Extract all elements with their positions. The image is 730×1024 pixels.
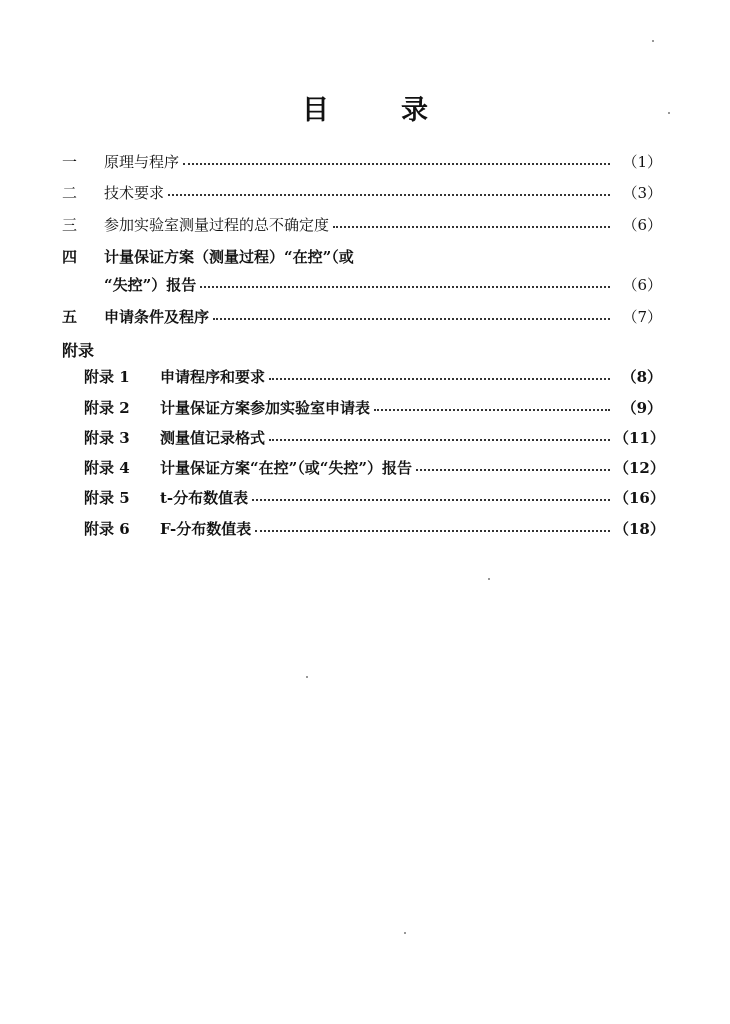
toc-leader-dots [252, 499, 610, 501]
toc-entry-number: 二 [62, 183, 78, 202]
toc-entry-1[interactable] [62, 148, 662, 174]
appendix-page: （9） [621, 398, 662, 417]
title-char-1: 目 [302, 95, 329, 126]
toc-entry-number: 一 [62, 152, 78, 171]
toc-leader-dots [168, 194, 610, 196]
appendix-title: 计量保证方案“在控”（或“失控”）报告 [160, 458, 413, 477]
toc-entry-page: （6） [622, 215, 662, 234]
appendix-entry-5[interactable] [84, 484, 665, 510]
appendix-title: t-分布数值表 [160, 488, 249, 507]
toc-leader-dots [200, 286, 610, 288]
toc-entry-title: 计量保证方案（测量过程）“在控”（或 [104, 247, 354, 266]
scan-speck [668, 112, 670, 114]
toc-leader-dots [269, 439, 610, 441]
toc-entry-5[interactable] [62, 303, 662, 329]
toc-entry-title: 申请条件及程序 [104, 307, 210, 326]
page-title [0, 88, 730, 127]
appendix-title: 计量保证方案参加实验室申请表 [160, 398, 371, 417]
appendix-entry-6[interactable] [84, 515, 665, 541]
appendix-entry-2[interactable] [84, 394, 662, 420]
toc-leader-dots [333, 226, 610, 228]
toc-entry-title: 技术要求 [104, 183, 165, 202]
appendix-title: F-分布数值表 [160, 519, 252, 538]
appendix-page: （11） [614, 428, 665, 447]
toc-entry-page: （1） [622, 152, 662, 171]
toc-entry-number: 五 [62, 307, 78, 326]
appendix-page: （18） [614, 519, 665, 538]
toc-leader-dots [416, 469, 610, 471]
scan-speck [488, 578, 490, 580]
appendix-title: 测量值记录格式 [160, 428, 266, 447]
appendix-page: （8） [621, 367, 662, 386]
toc-entry-number: 四 [62, 247, 78, 266]
toc-leader-dots [374, 409, 610, 411]
appendix-label: 附录 4 [84, 458, 130, 477]
toc-entry-4-line-1[interactable] [62, 243, 662, 269]
toc-leader-dots [183, 163, 610, 165]
appendix-label: 附录 5 [84, 488, 130, 507]
toc-entry-3[interactable] [62, 211, 662, 237]
toc-entry-title: 参加实验室测量过程的总不确定度 [104, 215, 330, 234]
appendix-title: 申请程序和要求 [160, 367, 266, 386]
appendix-page: （12） [614, 458, 665, 477]
toc-leader-dots [269, 378, 610, 380]
appendix-label: 附录 2 [84, 398, 130, 417]
appendix-entry-3[interactable] [84, 424, 665, 450]
toc-entry-title-continued: “失控”）报告 [104, 275, 197, 294]
appendix-entry-4[interactable] [84, 454, 665, 480]
scan-speck [306, 676, 308, 678]
appendix-label: 附录 1 [84, 367, 130, 386]
appendix-heading: 附录 [62, 341, 95, 360]
title-char-2: 录 [401, 95, 428, 126]
appendix-page: （16） [614, 488, 665, 507]
toc-leader-dots [255, 530, 610, 532]
toc-entry-page: （3） [622, 183, 662, 202]
toc-entry-title: 原理与程序 [104, 152, 180, 171]
toc-entry-page: （6） [622, 275, 662, 294]
appendix-entry-1[interactable] [84, 363, 662, 389]
toc-entry-number: 三 [62, 215, 78, 234]
toc-entry-4-line-2[interactable] [104, 271, 662, 297]
toc-leader-dots [213, 318, 610, 320]
scan-speck [652, 40, 654, 42]
appendix-label: 附录 3 [84, 428, 130, 447]
toc-entry-page: （7） [622, 307, 662, 326]
scan-speck [404, 932, 406, 934]
appendix-label: 附录 6 [84, 519, 130, 538]
toc-entry-2[interactable] [62, 179, 662, 205]
